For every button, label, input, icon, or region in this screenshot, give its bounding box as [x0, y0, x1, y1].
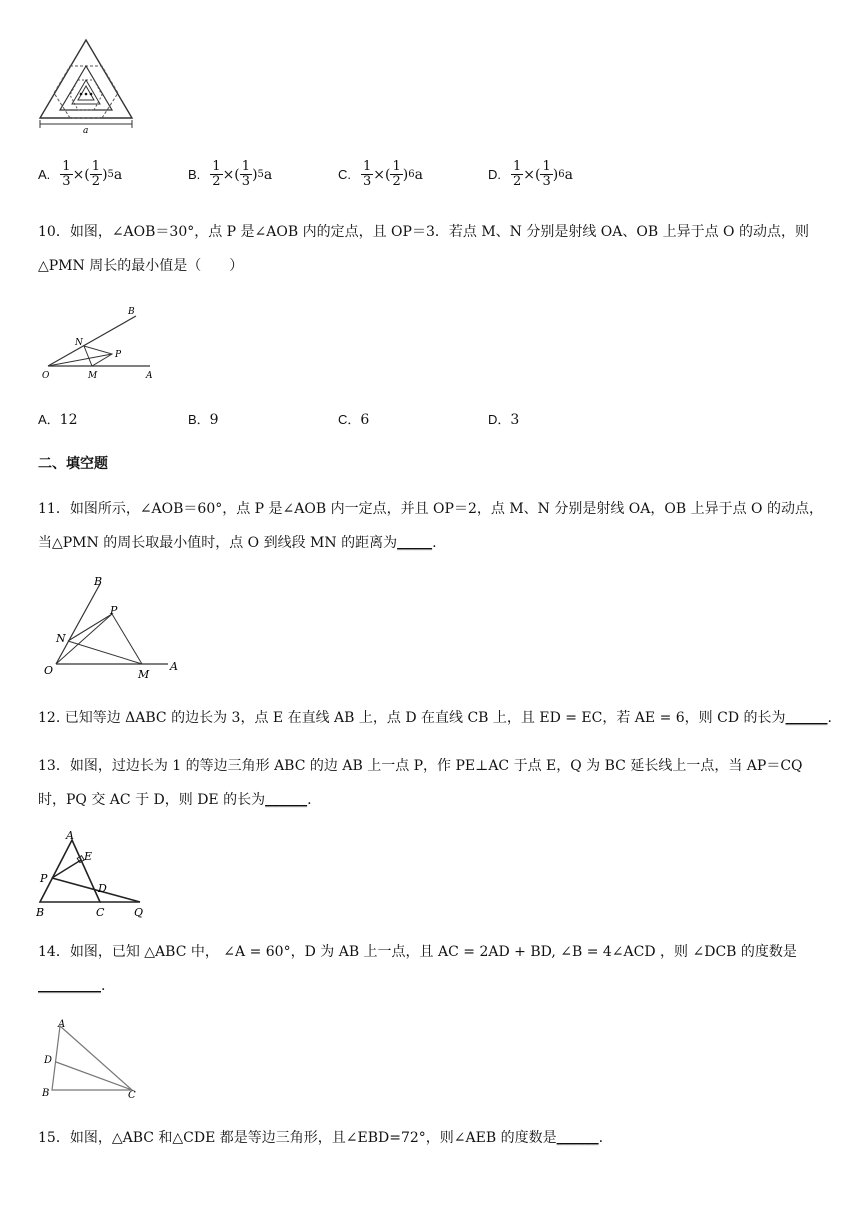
q14-answer-blank[interactable]: _________ [38, 978, 101, 994]
q14-figure [36, 1016, 146, 1102]
q10-label-m: M [88, 371, 98, 381]
q10-option-d[interactable]: D．3 [488, 412, 520, 428]
q11-label-n: N [56, 632, 66, 645]
q14-label-b: B [42, 1088, 50, 1099]
q10-option-a[interactable]: A．12 [38, 412, 78, 428]
q10-figure [40, 302, 170, 382]
q13-stem-line2: 时，PQ 交 AC 于 D，则 DE 的长为______. [38, 792, 312, 808]
section-heading: 二、填空题 [38, 456, 108, 472]
q11-stem-line2: 当△PMN 的周长取最小值时，点 O 到线段 MN 的距离为_____. [38, 535, 437, 551]
q11-stem-line1: 11．如图所示，∠AOB＝60°，点 P 是∠AOB 内一定点，并且 OP＝2，点 M、N 分别是射线 OA，OB 上异于点 O 的动点， [38, 501, 823, 517]
q10-option-c[interactable]: C．6 [338, 412, 370, 428]
q10-label-o: O [42, 371, 50, 381]
q14-label-d: D [44, 1055, 53, 1066]
q13-stem-line1: 13．如图，过边长为 1 的等边三角形 ABC 的边 AB 上一点 P，作 PE⊥AC 于点 E，Q 为 BC 延长线上一点，当 AP＝CQ [38, 758, 803, 774]
q9-figure [36, 36, 140, 136]
q12-stem: 12. 已知等边 ΔABC 的边长为 3，点 E 在直线 AB 上，点 D 在直线 CB 上，且 ED = EC，若 AE = 6，则 CD 的长为______. [38, 710, 832, 726]
q13-label-c: C [96, 906, 105, 919]
q15-answer-blank[interactable]: ______ [556, 1130, 599, 1146]
q13-label-q: Q [134, 906, 144, 919]
q14-label-a: A [58, 1019, 66, 1030]
q11-figure [40, 574, 180, 680]
q11-label-b: B [94, 575, 103, 588]
q15-stem: 15．如图，△ABC 和△CDE 都是等边三角形，且∠EBD=72°，则∠AEB 的度数是______. [38, 1130, 604, 1146]
q13-figure [36, 830, 156, 920]
q10-stem-line1: 10．如图，∠AOB＝30°，点 P 是∠AOB 内的定点，且 OP＝3．若点 M、N 分别是射线 OA、OB 上异于点 O 的动点，则 [38, 224, 809, 240]
q13-label-p: P [40, 872, 48, 885]
q10-label-b: B [128, 307, 135, 317]
q11-label-p: P [110, 604, 118, 617]
q14-label-c: C [128, 1090, 136, 1101]
q13-answer-blank[interactable]: ______ [265, 792, 308, 808]
q13-label-a: A [66, 830, 74, 842]
q10-option-b[interactable]: B．9 [188, 412, 219, 428]
q10-options [38, 410, 638, 430]
q11-answer-blank[interactable]: _____ [397, 535, 433, 551]
q9-option-a[interactable]: A. $\frac{1}{3}$ ×( $\frac{1}{2}$ ) 5 a [38, 159, 123, 189]
q11-label-a: A [170, 660, 178, 673]
q10-label-a: A [146, 371, 153, 381]
q10-label-p: P [115, 350, 122, 360]
q14-stem-line1: 14．如图，已知 △ABC 中， ∠A = 60°，D 为 AB 上一点，且 AC = 2AD + BD, ∠B = 4∠ACD ，则 ∠DCB 的度数是 [38, 944, 797, 960]
q13-label-e: E [84, 850, 93, 863]
q13-label-d: D [98, 882, 107, 895]
q12-answer-blank[interactable]: ______ [785, 710, 828, 726]
q9-option-d[interactable]: D. $\frac{1}{2}$ ×( $\frac{1}{3}$ ) 6 a [488, 159, 573, 189]
q11-label-m: M [138, 668, 150, 680]
q11-label-o: O [44, 664, 54, 677]
q9-figure-label: a [83, 126, 89, 136]
q9-option-c[interactable]: C. $\frac{1}{3}$ ×( $\frac{1}{2}$ ) 6 a [338, 159, 423, 189]
q9-option-b[interactable]: B. $\frac{1}{2}$ ×( $\frac{1}{3}$ ) 5 a [188, 159, 273, 189]
q10-label-n: N [75, 338, 83, 348]
q10-stem-line2: △PMN 周长的最小值是（ ） [38, 258, 244, 274]
q14-stem-line2: _________. [38, 978, 106, 994]
q13-label-b: B [36, 906, 45, 919]
